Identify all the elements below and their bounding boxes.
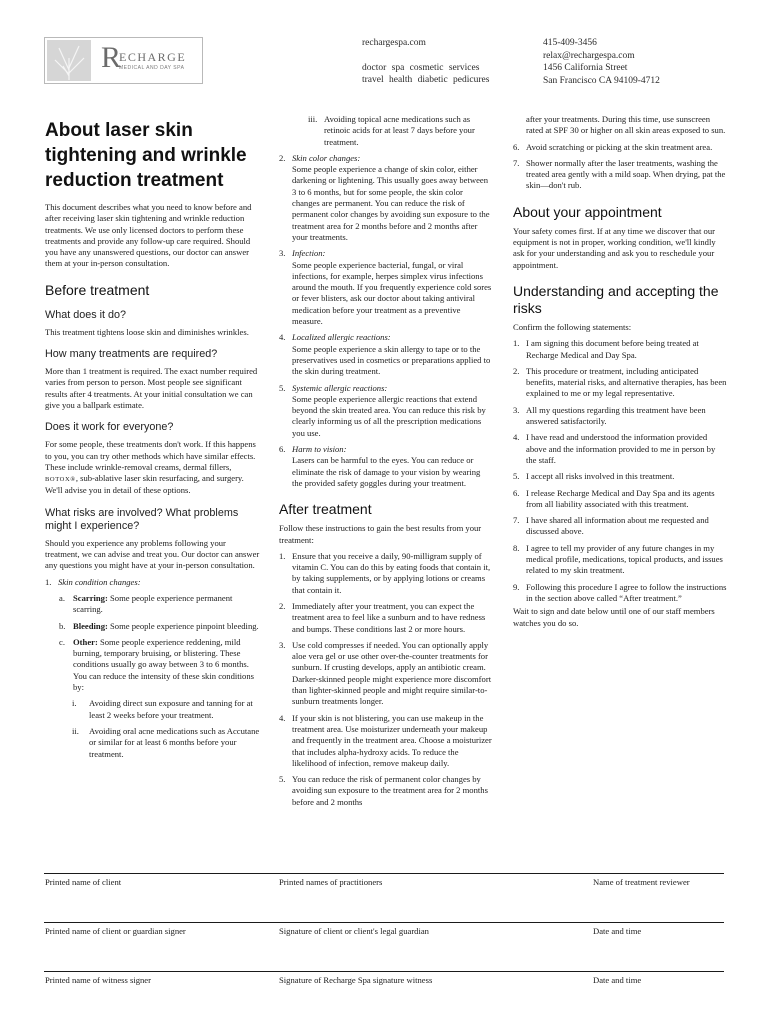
sub-bold: Bleeding: <box>73 620 108 631</box>
risk-number: 5. <box>279 382 286 393</box>
statement-text: I release Recharge Medical and Day Spa and its agents from all liability associated with this treatment. <box>526 487 715 509</box>
column-2 <box>279 112 492 808</box>
after-item-1 <box>279 551 492 596</box>
confirm-intro: Confirm the following statements: <box>513 321 632 332</box>
statement-number: 3. <box>513 404 520 415</box>
label-client-signature: Signature of client or client's legal guardian <box>279 926 429 936</box>
risk-item-6 <box>279 444 492 489</box>
statement-number: 2. <box>513 365 520 376</box>
sub-text: Avoiding oral acne medications such as Accutane or similar for at least 6 months before your treatment. <box>89 725 260 759</box>
item-text: Immediately after your treatment, you can expect the treatment area to feel like a sunburn and to have redness and bumps. These conditions last 2 or more hours. <box>292 600 486 634</box>
logo-initial: R <box>101 41 122 74</box>
signature-line-1[interactable] <box>44 873 724 874</box>
plant-logo-icon <box>47 40 91 81</box>
question-risks: What risks are involved? What problems might I experience? <box>45 506 239 532</box>
item-text: Use cold compresses if needed. You can optionally apply aloe vera gel or use other over-the-counter treatments for sunburn. If crusting develops, apply an antibiotic cream. Darker-skinned people might experience more discomfort than lighter-skinned people and might require similar-to-sunburn treatments longer. <box>292 639 492 707</box>
risk-text: Some people experience a change of skin color, either darkening or lightening. This usually goes away between 3 to 6 months, but for some people, the skin color changes are permanent. You can reduce the risk of permanent color changes by avoiding sun exposure to the treatment area for 2 months before and 2 months after your treatments. <box>292 164 490 242</box>
item-text: You can reduce the risk of permanent color changes by avoiding sun exposure to the treatment area for 2 months before and 2 months <box>292 774 488 807</box>
sub-roman: i. <box>72 698 77 709</box>
item-text: Ensure that you receive a daily, 90-milligram supply of vitamin C. You can do this by eating foods that contain it, by taking supplements, or by applying lotions or creams that contain it. <box>292 550 491 595</box>
after-item-7 <box>513 158 727 192</box>
after-item-5-continued <box>513 114 727 137</box>
item-text: Shower normally after the laser treatments, washing the treated area gently with a mild soap. When drying, pat the skin—don't rub. <box>526 157 726 191</box>
logo-word: ECHARGE <box>119 50 187 64</box>
statement-text: I am signing this document before being treated at Recharge Medical and Day Spa. <box>526 338 699 360</box>
statement-text: This procedure or treatment, including anticipated benefits, material risks, and alternative therapies, has been explained to me or my legal representative. <box>526 365 727 399</box>
label-witness-signature: Signature of Recharge Spa signature witness <box>279 975 433 985</box>
question-does-it-work: Does it work for everyone? <box>45 421 174 434</box>
sub-letter: a. <box>59 592 65 603</box>
answer-part-1: For some people, these treatments don't work. If this happens to you, you can try other methods which have similar effects. These include wrinkle-removal creams, dermal fillers, <box>45 439 256 472</box>
statement-number: 9. <box>513 581 520 592</box>
risk-title: Localized allergic reactions: <box>292 332 391 343</box>
risk-text: Some people experience a skin allergy to tape or to the preservatives used in cosmetics or preparations applied to the skin during treatment. <box>292 343 491 377</box>
statement-number: 8. <box>513 542 520 553</box>
risk-title: Skin condition changes: <box>58 576 141 587</box>
label-date-time: Date and time <box>593 975 642 985</box>
risks-heading: Understanding and accepting the risks <box>513 282 719 316</box>
statement-6 <box>513 488 727 511</box>
risk-title: Skin color changes: <box>292 152 361 163</box>
statement-7 <box>513 515 727 538</box>
statement-text: I have read and understood the information provided above and the information provided to me in person by the staff. <box>526 432 716 465</box>
sub-roman: iii. <box>308 114 318 124</box>
item-number: 2. <box>279 600 286 611</box>
item-number: 4. <box>279 712 286 723</box>
statement-number: 6. <box>513 487 520 498</box>
risk-sub-ii <box>45 726 260 760</box>
statement-text: Following this procedure I agree to follow the instructions in the section above called “After treatment.” <box>526 581 727 603</box>
statement-number: 1. <box>513 338 520 349</box>
appointment-heading: About your appointment <box>513 203 662 220</box>
risk-title: Infection: <box>292 248 326 259</box>
sub-roman: ii. <box>72 725 79 736</box>
services-line-1: doctor spa cosmetic services <box>362 63 480 73</box>
services-line-2: travel health diabetic pedicures <box>362 75 490 85</box>
before-treatment-heading: Before treatment <box>45 281 150 298</box>
label-treatment-reviewer: Name of treatment reviewer <box>593 877 690 887</box>
risk-sub-iii <box>279 114 492 148</box>
risk-title: Harm to vision: <box>292 444 347 455</box>
risk-item-1 <box>45 577 260 588</box>
risk-item-2 <box>279 153 492 243</box>
risk-sub-i <box>45 698 260 721</box>
risk-number: 3. <box>279 248 286 259</box>
document-title: About laser skin tightening and wrinkle reduction treatment <box>45 120 247 191</box>
logo-tagline: MEDICAL AND DAY SPA <box>119 65 185 71</box>
risk-item-3 <box>279 248 492 327</box>
risk-text: Some people experience allergic reactions that extend beyond the skin treated area. You can reduce this risk by clearly informing us of all the prescription medications you use. <box>292 393 486 438</box>
website-link[interactable]: rechargespa.com <box>362 38 426 48</box>
sub-text: Some people experience reddening, mild burning, temporary bruising, or blistering. These conditions usually go away between 3 to 6 months. You can reduce the intensity of these skin conditions by: <box>73 636 254 693</box>
statement-9 <box>513 582 727 605</box>
statement-text: I have shared all information about me requested and discussed above. <box>526 515 709 537</box>
item-text: after your treatments. During this time, use sunscreen rated at SPF 30 or higher on all skin areas exposed to sun. <box>526 114 726 136</box>
risk-text: Some people experience bacterial, fungal, or viral infections, for example, herpes simplex virus infections around the mouth. If you frequently experience cold sores or fever blisters, ask our doctor about taking antiviral medication before your treatment as a preventive measure. <box>292 259 492 327</box>
answer-what-does-it-do: This treatment tightens loose skin and diminishes wrinkles. <box>45 326 249 337</box>
street-address: 1456 California Street <box>543 63 628 73</box>
sub-bold: Scarring: <box>73 592 108 603</box>
phone-number[interactable]: 415-409-3456 <box>543 38 597 48</box>
statement-text: I agree to tell my provider of any future changes in my medical profile, medications, topical products, and issues related to my skin treatment. <box>526 542 723 576</box>
item-text: If your skin is not blistering, you can use makeup in the treatment area. Use moisturizer underneath your makeup and frequently in the treatment area. Choose a moisturizer that includes alpha-hydroxy acids. To reduce the likelihood of infection, remove makeup daily. <box>292 712 492 768</box>
statement-number: 7. <box>513 515 520 526</box>
signature-line-3[interactable] <box>44 971 724 972</box>
statement-5 <box>513 471 727 482</box>
risk-number: 6. <box>279 444 286 455</box>
label-printed-name-client: Printed name of client <box>45 877 122 887</box>
sub-letter: b. <box>59 620 66 631</box>
after-item-2 <box>279 601 492 635</box>
risk-item-4 <box>279 332 492 377</box>
question-what-does-it-do: What does it do? <box>45 308 127 321</box>
question-how-many-treatments: How many treatments are required? <box>45 348 218 361</box>
statement-number: 5. <box>513 471 520 482</box>
item-number: 3. <box>279 639 286 650</box>
label-printed-names-practitioners: Printed names of practitioners <box>279 877 383 887</box>
label-guardian-signer: Printed name of client or guardian signer <box>45 926 186 936</box>
statement-number: 4. <box>513 432 520 443</box>
risk-item-5 <box>279 383 492 439</box>
risk-sub-c <box>45 637 260 693</box>
risk-text: Lasers can be harmful to the eyes. You can reduce or eliminate the risk of damage to your vision by wearing the provided safety goggles during your treatment. <box>292 455 481 488</box>
sub-bold: Other: <box>73 636 98 647</box>
after-item-6 <box>513 142 727 153</box>
sub-text: Some people experience permanent scarring. <box>73 592 233 615</box>
statement-1 <box>513 338 727 361</box>
sub-text: Avoiding topical acne medications such as retinoic acids for at least 7 days before your treatment. <box>324 114 475 147</box>
sub-text: Avoiding direct sun exposure and tanning for at least 2 weeks before your treatment. <box>89 698 253 720</box>
contact-block <box>543 37 660 87</box>
statement-8 <box>513 543 727 577</box>
risk-title: Systemic allergic reactions: <box>292 382 388 393</box>
answer-how-many-treatments: More than 1 treatment is required. The exact number required varies from person to person. Most people see significant results after 4 treatments. At your initial consultation we can give you a ballpark estimate. <box>45 366 258 410</box>
risk-number: 1. <box>45 576 52 587</box>
after-item-3 <box>279 640 492 708</box>
column-1 <box>45 112 260 760</box>
closing-instruction: Wait to sign and date below until one of our staff members watches you do so. <box>513 606 715 628</box>
statement-4 <box>513 432 727 466</box>
answer-risks: Should you experience any problems following your treatment, we can advise and treat you. Our doctor can answer any questions you might have at your in-person consultation. <box>45 537 260 571</box>
risk-number: 4. <box>279 332 286 343</box>
item-number: 7. <box>513 157 520 168</box>
statement-3 <box>513 405 727 428</box>
label-date-time: Date and time <box>593 926 642 936</box>
signature-line-2[interactable] <box>44 922 724 923</box>
statement-text: All my questions regarding this treatment have been answered satisfactorily. <box>526 404 706 427</box>
recharge-logo <box>44 37 203 84</box>
item-number: 6. <box>513 141 520 152</box>
email-address[interactable]: relax@rechargespa.com <box>543 50 635 61</box>
risk-sub-b <box>45 621 260 632</box>
risk-number: 2. <box>279 152 286 163</box>
after-item-5 <box>279 774 492 808</box>
answer-does-it-work <box>45 439 260 496</box>
item-number: 5. <box>279 774 286 785</box>
item-number: 1. <box>279 550 286 561</box>
botox-term: BOTOX® <box>45 476 76 484</box>
after-treatment-intro: Follow these instructions to gain the best results from your treatment: <box>279 523 482 545</box>
sub-text: Some people experience pinpoint bleeding. <box>107 620 259 631</box>
sub-letter: c. <box>59 636 65 647</box>
appointment-text: Your safety comes first. If at any time we discover that our equipment is not in proper, working condition, we'll kindly ask for your understanding and ask you to reschedule your appointment. <box>513 225 716 270</box>
after-treatment-heading: After treatment <box>279 501 372 518</box>
label-witness-signer: Printed name of witness signer <box>45 975 151 985</box>
risk-sub-a <box>45 593 260 616</box>
item-text: Avoid scratching or picking at the skin treatment area. <box>526 141 713 152</box>
statement-2 <box>513 366 727 400</box>
intro-paragraph: This document describes what you need to know before and after receiving laser skin tightening and wrinkle reduction treatments. We use only licensed doctors to perform these treatments and provide any follow-up care required. Should you have any unanswered questions, our doctor can answer them at your in-person consultation. <box>45 202 252 269</box>
column-3 <box>513 112 727 629</box>
answer-part-2: , sub-ablative laser skin resurfacing, and surgery. We'll advise you in detail of these options. <box>45 473 244 496</box>
statement-text: I accept all risks involved in this treatment. <box>526 471 675 482</box>
city-address: San Francisco CA 94109-4712 <box>543 75 660 86</box>
after-item-4 <box>279 713 492 769</box>
